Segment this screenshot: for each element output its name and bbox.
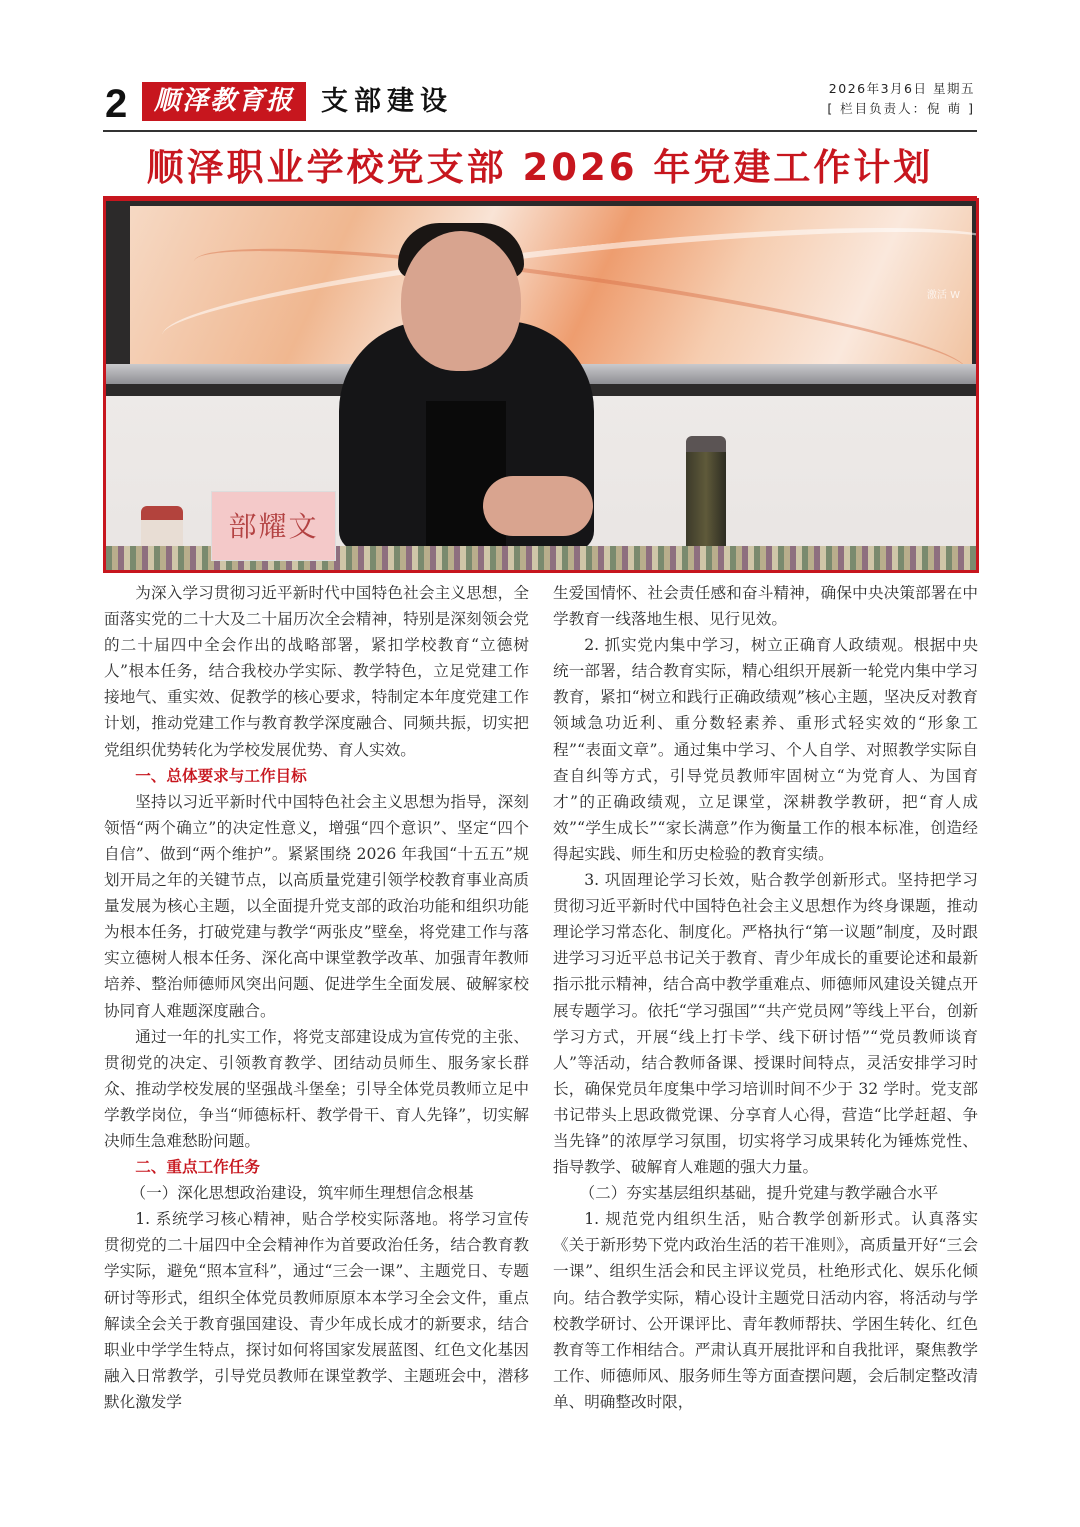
item-1-continued: 生爱国情怀、社会责任感和奋斗精神，确保中央决策部署在中学教育一线落地生根、见行见效。 — [553, 584, 978, 629]
issue-date: 2026年3月6日 星期五 — [828, 81, 975, 96]
page-number: 2 — [105, 82, 128, 126]
masthead-divider — [103, 130, 977, 132]
section-heading-1: 一、总体要求与工作目标 — [135, 766, 307, 785]
masthead — [105, 78, 975, 130]
water-bottle — [686, 436, 726, 556]
article-headline: 顺泽职业学校党支部 2026 年党建工作计划 — [146, 146, 934, 189]
item-2-1-paragraph: 1. 规范党内组织生活，贴合教学创新形式。认真落实《关于新形势下党内政治生活的若干准则》，高质量开好“三会一课”、组织生活会和民主评议党员，杜绝形式化、娱乐化倾向。结合教学实际，精心设计主题党日活动内容，将活动与学校教学研讨、公开课评比、青年教师帮扶、学困生转化、红色教育等工作相结合。严肃认真开展批评和自我批评，聚焦教学工作、师德师风、服务师生等方面查摆问题，会后制定整改清单、明确整改时限， — [553, 1210, 978, 1411]
screen-text: 激活 W — [926, 290, 960, 301]
paper-name-logo: 顺泽教育报 — [142, 82, 306, 121]
speaker-face — [401, 231, 521, 371]
item-2-paragraph: 2. 抓实党内集中学习，树立正确育人政绩观。根据中央统一部署，结合教育实际，精心组织开展新一轮党内集中学习教育，紧扣“树立和践行正确政绩观”核心主题，坚决反对教育领域急功近利、重分数轻素养、重形式轻实效的“形象工程”“表面文章”。通过集中学习、个人自学、对照教学实际自查自纠等方式，引导党员教师牢固树立“为党育人、为国育才”的正确政绩观，立足课堂，深耕教学教研，把“育人成效”“学生成长”“家长满意”作为衡量工作的根本标准，创造经得起实践、师生和历史检验的教育实绩。 — [553, 636, 978, 863]
section1-paragraph-2: 通过一年的扎实工作，将党支部建设成为宣传党的主张、贯彻党的决定、引领教育教学、团结动员师生、服务家长群众、推动学校发展的坚强战斗堡垒；引导全体党员教师立足中学教学岗位，争当“师德标杆、教学骨干、育人先锋”，切实解决师生急难愁盼问题。 — [104, 1027, 529, 1150]
section-name: 支部建设 — [321, 86, 453, 117]
article-photo — [103, 198, 979, 573]
subsection-heading-2: （二）夯实基层组织基础，提升党建与教学融合水平 — [579, 1184, 939, 1203]
section1-paragraph-1: 坚持以习近平新时代中国特色社会主义思想为指导，深刻领悟“两个确立”的决定性意义，增强“四个意识”、坚定“四个自信”、做到“两个维护”。紧紧围绕 2026 年我国“十五五”规划开局之年的关键节点，以高质量党建引领学校教育事业高质量发展为核心主题，以全面提升党支部的政治功能和组织功能为根本任务，打破党建与教学“两张皮”壁垒，将党建工作与落实立德树人根本任务、深化高中课堂教学改革、加强青年教师培养、整治师德师风突出问题、促进学生全面发展、破解家校协同育人难题深度融合。 — [104, 792, 529, 1020]
intro-paragraph: 为深入学习贯彻习近平新时代中国特色社会主义思想，全面落实党的二十大及二十届历次全会精神，特别是深刻领会党的二十届四中全会作出的战略部署，紧扣学校教育“立德树人”根本任务，结合我校办学实际、教学特色，立足党建工作接地气、重实效、促教学的核心要求，特制定本年度党建工作计划，推动党建工作与教育教学深度融合、同频共振，切实把党组织优势转化为学校发展优势、育人实效。 — [104, 584, 529, 759]
subsection-heading-1: （一）深化思想政治建设，筑牢师生理想信念根基 — [130, 1184, 474, 1203]
item-1-paragraph: 1. 系统学习核心精神，贴合学校实际落地。将学习宣传贯彻党的二十届四中全会精神作为首要政治任务，结合教育教学实际，避免“照本宣科”，通过“三会一课”、主题党日、专题研讨等形式，组织全体党员教师原原本本学习全会文件，重点解读全会关于教育强国建设、青少年成长成才的新要求，结合职业中学学生特点，探讨如何将国家发展蓝图、红色文化基因融入日常教学，引导党员教师在课堂教学、主题班会中，潜移默化激发学 — [104, 1210, 529, 1411]
nameplate: 部耀文 — [211, 491, 336, 561]
article-column-left — [104, 580, 529, 1415]
column-editor: [ 栏目负责人：倪 萌 ] — [827, 101, 975, 116]
article-column-right — [553, 580, 978, 1415]
section-heading-2: 二、重点工作任务 — [135, 1158, 260, 1177]
speaker-hands — [483, 476, 593, 536]
item-3-paragraph: 3. 巩固理论学习长效，贴合教学创新形式。坚持把学习贯彻习近平新时代中国特色社会主义思想作为终身课题，推动理论学习常态化、制度化。严格执行“第一议题”制度，及时跟进学习习近平总书记关于教育、青少年成长的重要论述和最新指示批示精神，结合高中教学重难点、师德师风建设关键点开展专题学习。依托“学习强国”“共产党员网”等线上平台，创新学习方式，开展“线上打卡学、线下研讨悟”“党员教师谈育人”等活动，结合教师备课、授课时间特点，灵活安排学习时长，确保党员年度集中学习培训时间不少于 32 学时。党支部书记带头上思政微党课、分享育人心得，营造“比学赶超、争当先锋”的浓厚学习氛围，切实将学习成果转化为锤炼党性、指导教学、破解育人难题的强大力量。 — [553, 871, 978, 1177]
